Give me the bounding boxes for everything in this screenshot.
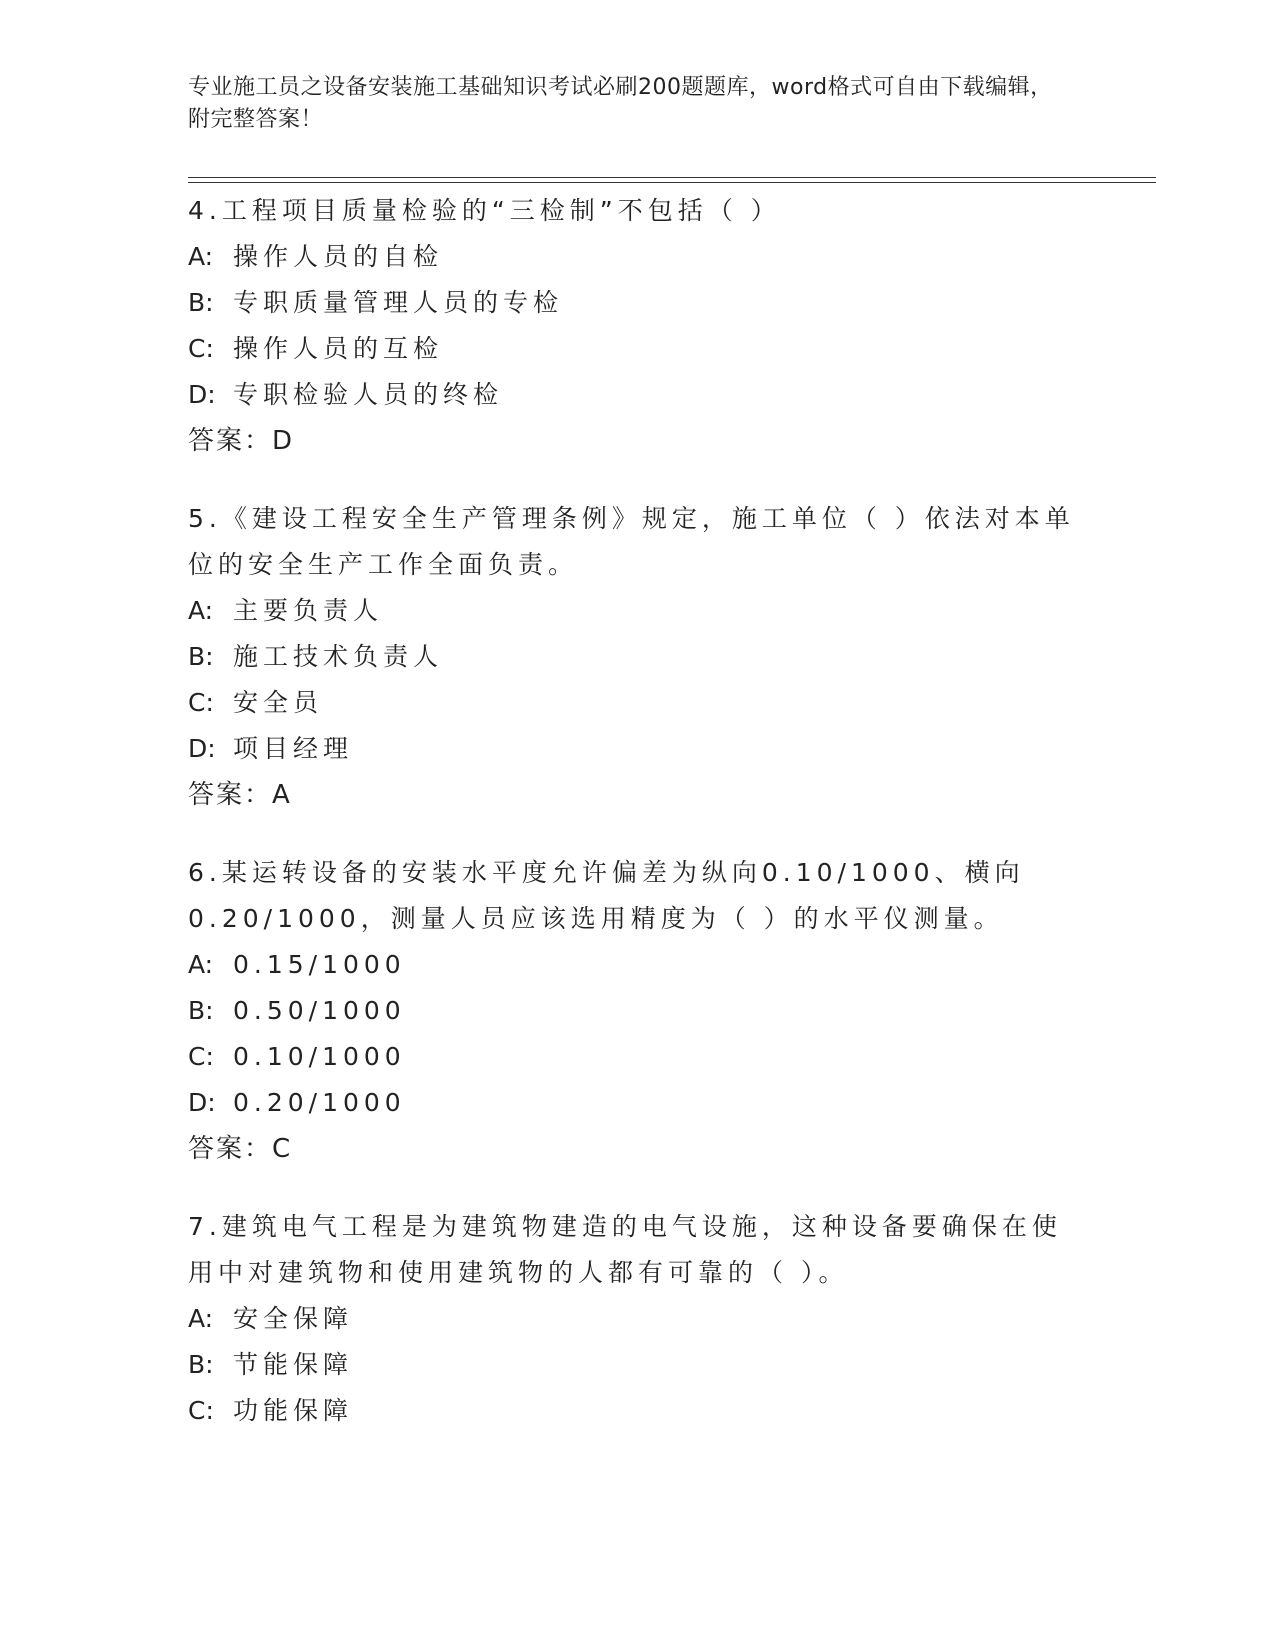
option-c bbox=[188, 680, 1088, 726]
option-text: 操作人员的互检 bbox=[233, 334, 444, 363]
option-b bbox=[188, 1342, 1088, 1388]
option-text: 0.15/1000 bbox=[233, 950, 406, 979]
document-header: 专业施工员之设备安装施工基础知识考试必刷200题题库，word格式可自由下载编辑，附完整答案！ bbox=[188, 75, 1053, 132]
option-letter: C: bbox=[188, 1396, 214, 1425]
option-letter: C: bbox=[188, 1042, 214, 1071]
option-text: 专职检验人员的终检 bbox=[233, 380, 504, 409]
header-divider-top bbox=[188, 177, 1156, 178]
option-letter: D: bbox=[188, 380, 216, 409]
option-letter: A: bbox=[188, 242, 214, 271]
option-c bbox=[188, 1388, 1088, 1434]
option-text: 0.50/1000 bbox=[233, 996, 406, 1025]
header-divider-bottom bbox=[188, 182, 1156, 183]
option-a bbox=[188, 588, 1088, 634]
option-text: 操作人员的自检 bbox=[233, 242, 444, 271]
question-5 bbox=[188, 496, 1088, 818]
option-letter: C: bbox=[188, 688, 214, 717]
question-7 bbox=[188, 1204, 1088, 1434]
option-b bbox=[188, 280, 1088, 326]
option-text: 安全保障 bbox=[233, 1304, 354, 1333]
answer-line: 答案：D bbox=[188, 426, 295, 456]
question-list bbox=[188, 188, 1088, 1466]
question-stem: 7.建筑电气工程是为建筑物建造的电气设施，这种设备要确保在使用中对建筑物和使用建筑物的人都有可靠的（ ）。 bbox=[188, 1212, 1062, 1287]
question-stem: 4.工程项目质量检验的“三检制”不包括（ ） bbox=[188, 196, 781, 225]
option-letter: D: bbox=[188, 734, 216, 763]
option-letter: B: bbox=[188, 288, 214, 317]
option-text: 施工技术负责人 bbox=[233, 642, 444, 671]
question-6 bbox=[188, 850, 1088, 1172]
option-text: 主要负责人 bbox=[233, 596, 384, 625]
option-letter: A: bbox=[188, 1304, 214, 1333]
question-stem: 6.某运转设备的安装水平度允许偏差为纵向0.10/1000、横向0.20/1000，测量人员应该选用精度为（ ）的水平仪测量。 bbox=[188, 858, 1025, 933]
option-c bbox=[188, 1034, 1088, 1080]
option-d bbox=[188, 372, 1088, 418]
answer-line: 答案：A bbox=[188, 780, 292, 810]
option-b bbox=[188, 988, 1088, 1034]
option-text: 项目经理 bbox=[233, 734, 354, 763]
option-letter: A: bbox=[188, 596, 214, 625]
option-c bbox=[188, 326, 1088, 372]
option-letter: A: bbox=[188, 950, 214, 979]
option-a bbox=[188, 1296, 1088, 1342]
option-a bbox=[188, 942, 1088, 988]
option-text: 0.20/1000 bbox=[233, 1088, 406, 1117]
option-text: 0.10/1000 bbox=[233, 1042, 406, 1071]
option-d bbox=[188, 1080, 1088, 1126]
option-d bbox=[188, 726, 1088, 772]
option-a bbox=[188, 234, 1088, 280]
option-letter: B: bbox=[188, 642, 214, 671]
answer-line: 答案：C bbox=[188, 1134, 293, 1164]
option-text: 功能保障 bbox=[233, 1396, 354, 1425]
option-b bbox=[188, 634, 1088, 680]
option-letter: C: bbox=[188, 334, 214, 363]
question-stem: 5.《建设工程安全生产管理条例》规定，施工单位（ ）依法对本单位的安全生产工作全面负责。 bbox=[188, 504, 1075, 579]
option-text: 安全员 bbox=[233, 688, 324, 717]
question-4 bbox=[188, 188, 1088, 464]
option-text: 专职质量管理人员的专检 bbox=[233, 288, 564, 317]
option-letter: B: bbox=[188, 996, 214, 1025]
option-letter: B: bbox=[188, 1350, 214, 1379]
option-letter: D: bbox=[188, 1088, 216, 1117]
option-text: 节能保障 bbox=[233, 1350, 354, 1379]
